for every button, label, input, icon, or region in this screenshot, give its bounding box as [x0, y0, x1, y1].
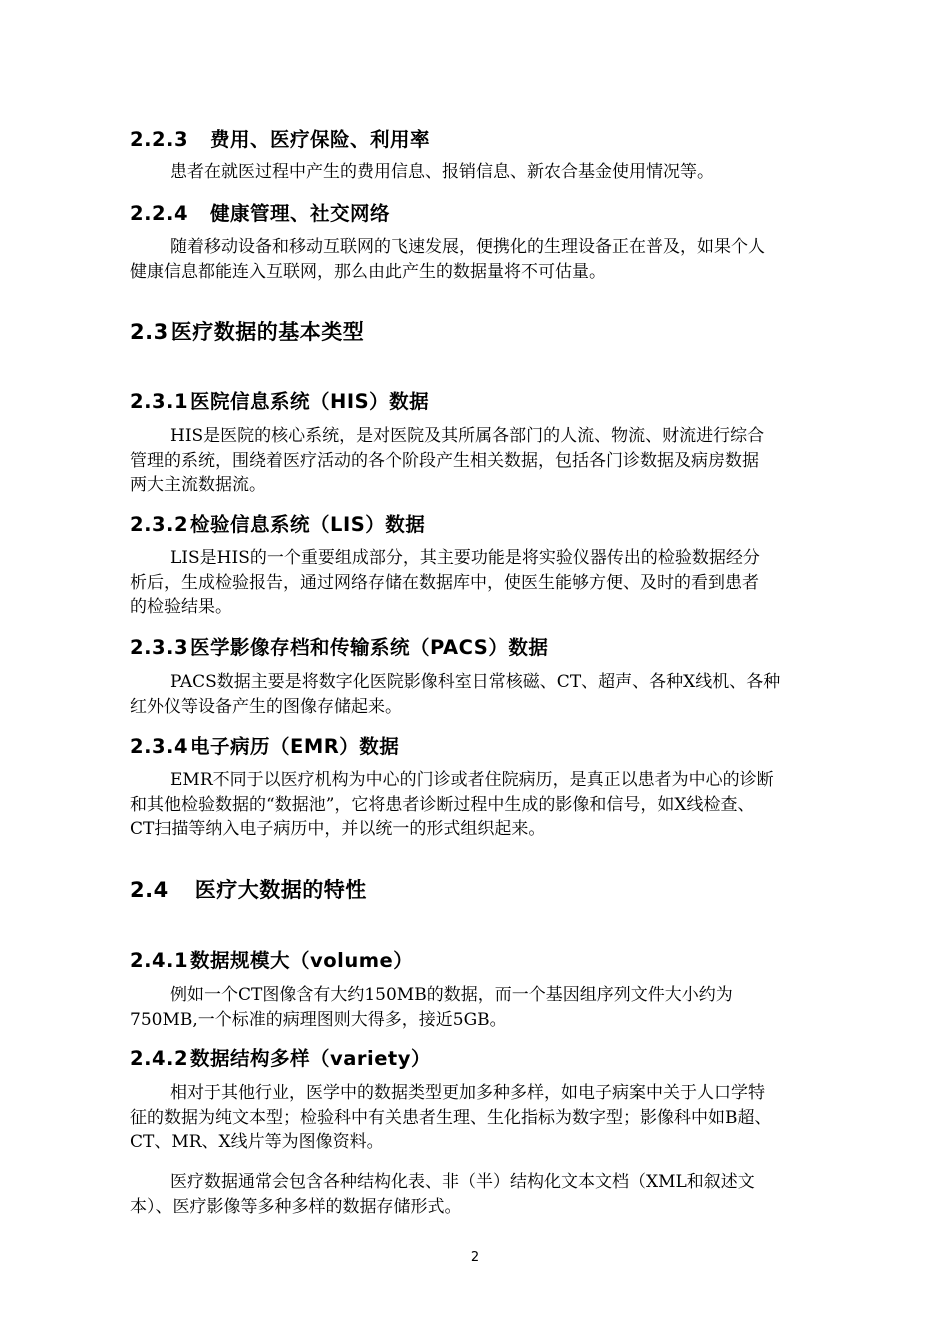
section-heading-2-4	[130, 874, 367, 904]
paragraph-2-4-2-b	[130, 1170, 852, 1219]
paragraph-line: 析后，生成检验报告，通过网络存储在数据库中，使医生能够方便、及时的看到患者	[130, 572, 759, 593]
paragraph-2-2-3	[130, 160, 852, 185]
section-number: 2.4.2	[130, 1047, 189, 1070]
section-number: 2.2.3	[130, 128, 189, 151]
section-heading-2-4-1	[130, 945, 413, 973]
section-title: 医学影像存档和传输系统（PACS）数据	[190, 636, 549, 659]
section-title: 数据规模大（volume）	[190, 949, 414, 972]
paragraph-2-3-2	[130, 546, 852, 620]
section-number: 2.4	[130, 878, 169, 902]
paragraph-line: 红外仪等设备产生的图像存储起来。	[130, 696, 402, 717]
paragraph-2-3-1	[130, 424, 852, 498]
paragraph-line: 相对于其他行业，医学中的数据类型更加多种多样，如电子病案中关于人口学特	[170, 1083, 765, 1103]
section-heading-2-4-2	[130, 1043, 431, 1071]
section-title: 数据结构多样（variety）	[190, 1047, 431, 1070]
section-heading-2-2-3	[130, 124, 430, 152]
section-heading-2-3	[130, 316, 364, 346]
section-heading-2-3-1	[130, 386, 429, 414]
paragraph-line: 和其他检验数据的“数据池”，它将患者诊断过程中生成的影像和信号，如X线检查、	[130, 794, 755, 815]
paragraph-line: EMR不同于以医疗机构为中心的门诊或者住院病历，是真正以患者为中心的诊断	[170, 770, 774, 790]
section-heading-2-3-2	[130, 509, 425, 537]
section-title: 医院信息系统（HIS）数据	[190, 390, 430, 413]
section-title: 费用、医疗保险、利用率	[210, 128, 431, 151]
paragraph-2-3-3	[130, 670, 852, 719]
paragraph-2-3-4	[130, 768, 852, 842]
page-number: 2	[470, 1250, 480, 1265]
paragraph-line: LIS是HIS的一个重要组成部分，其主要功能是将实验仪器传出的检验数据经分	[170, 548, 760, 568]
paragraph-line: 例如一个CT图像含有大约150MB的数据，而一个基因组序列文件大小约为	[170, 985, 733, 1005]
section-title: 检验信息系统（LIS）数据	[190, 513, 426, 536]
paragraph-line: 本）、医疗影像等多种多样的数据存储形式。	[130, 1196, 462, 1217]
paragraph-line: CT、MR、X线片等为图像资料。	[130, 1132, 384, 1152]
section-number: 2.3.3	[130, 636, 189, 659]
paragraph-line: 两大主流数据流。	[130, 475, 266, 495]
paragraph-2-4-2	[130, 1081, 852, 1155]
section-title: 医疗数据的基本类型	[170, 320, 365, 344]
paragraph-2-4-1	[130, 983, 852, 1032]
section-number: 2.3.4	[130, 735, 189, 758]
paragraph-line: 随着移动设备和移动互联网的飞速发展，便携化的生理设备正在普及，如果个人	[170, 237, 765, 257]
paragraph-line: 的检验结果。	[130, 597, 232, 617]
section-title: 医疗大数据的特性	[194, 878, 367, 902]
section-heading-2-3-4	[130, 731, 399, 759]
section-number: 2.3	[130, 320, 169, 344]
section-number: 2.3.2	[130, 513, 189, 536]
paragraph-line: 患者在就医过程中产生的费用信息、报销信息、新农合基金使用情况等。	[170, 162, 714, 182]
section-heading-2-3-3	[130, 632, 548, 660]
paragraph-line: HIS是医院的核心系统，是对医院及其所属各部门的人流、物流、财流进行综合	[170, 426, 765, 446]
section-title: 健康管理、社交网络	[210, 202, 391, 225]
paragraph-line: 健康信息都能连入互联网，那么由此产生的数据量将不可估量。	[130, 261, 606, 282]
section-number: 2.4.1	[130, 949, 189, 972]
section-number: 2.2.4	[130, 202, 189, 225]
paragraph-line: 管理的系统，围绕着医疗活动的各个阶段产生相关数据，包括各门诊数据及病房数据	[130, 450, 759, 471]
section-number: 2.3.1	[130, 390, 189, 413]
section-heading-2-2-4	[130, 198, 390, 226]
paragraph-line: PACS数据主要是将数字化医院影像科室日常核磁、CT、超声、各种X线机、各种	[170, 672, 781, 692]
paragraph-2-2-4	[130, 235, 852, 284]
paragraph-line: 医疗数据通常会包含各种结构化表、非（半）结构化文本文档（XML和叙述文	[170, 1172, 755, 1192]
section-title: 电子病历（EMR）数据	[190, 735, 400, 758]
paragraph-line: 征的数据为纯文本型；检验科中有关患者生理、生化指标为数字型；影像科中如B超、	[130, 1107, 772, 1128]
paragraph-line: 750MB,一个标准的病理图则大得多，接近5GB。	[130, 1009, 507, 1030]
paragraph-line: CT扫描等纳入电子病历中，并以统一的形式组织起来。	[130, 819, 546, 839]
